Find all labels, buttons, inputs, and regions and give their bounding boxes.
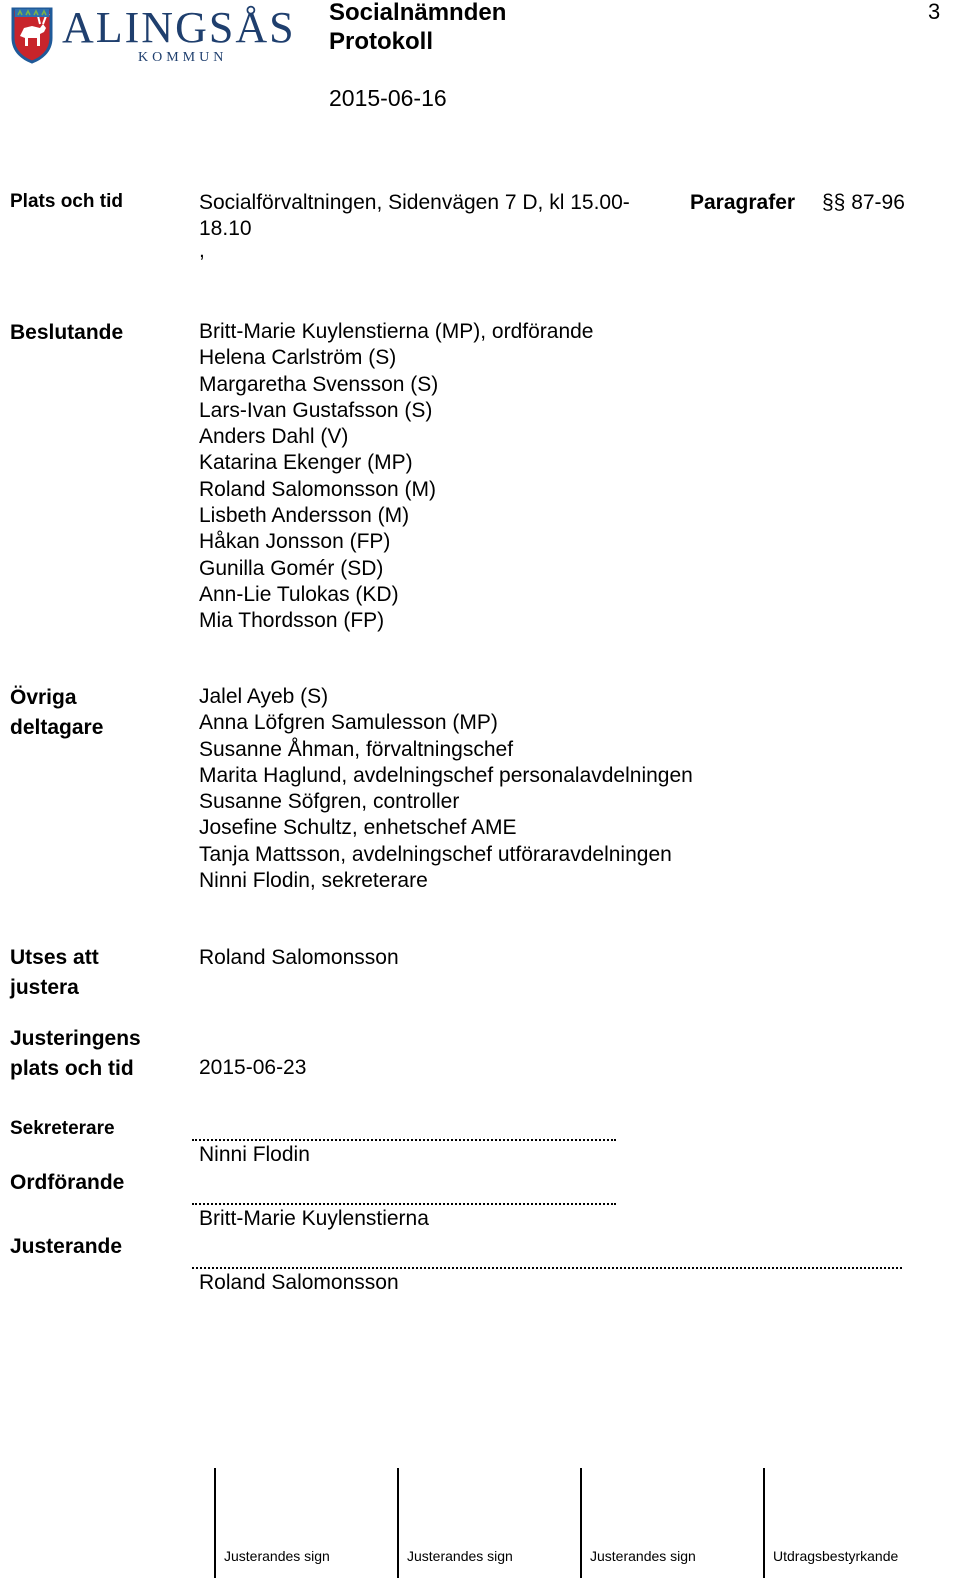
footer-divider-3 [580, 1468, 582, 1578]
list-item: Lisbeth Andersson (M) [199, 504, 410, 528]
footer-box-label: Justerandes sign [224, 1548, 330, 1564]
secretary-label: Sekreterare [10, 1118, 115, 1139]
footer-box-label: Justerandes sign [407, 1548, 513, 1564]
logo-subtitle: KOMMUN [138, 50, 228, 65]
adjustment-label: Justeringens plats och tid [10, 1027, 141, 1080]
adjuster-label: Utses att justera [10, 946, 99, 999]
chair-name: Britt-Marie Kuylenstierna [199, 1207, 429, 1230]
list-item: Anna Löfgren Samulesson (MP) [199, 711, 498, 735]
org-name: Socialnämnden [329, 0, 507, 26]
list-item: Ann-Lie Tulokas (KD) [199, 582, 399, 606]
chair-label: Ordförande [10, 1171, 125, 1194]
list-item: Helena Carlström (S) [199, 346, 397, 370]
list-item: Margaretha Svensson (S) [199, 372, 439, 396]
list-item: Susanne Söfgren, controller [199, 790, 460, 814]
place-value-line1: Socialförvaltningen, Sidenvägen 7 D, kl 15.00- [199, 191, 630, 214]
footer-divider-1 [214, 1468, 216, 1578]
place-label: Plats och tid [10, 191, 123, 212]
place-value-line2: 18.10 [199, 217, 252, 240]
decision-makers-label: Beslutande [10, 321, 124, 344]
municipality-logo [10, 3, 296, 66]
list-item: Josefine Schultz, enhetschef AME [199, 816, 517, 840]
coat-of-arms-icon [10, 6, 54, 64]
footer-box-label: Utdragsbestyrkande [773, 1548, 899, 1564]
other-participants-list [199, 684, 693, 894]
document-type: Protokoll [329, 28, 434, 55]
footer-box-label: Justerandes sign [590, 1548, 696, 1564]
list-item: Roland Salomonsson (M) [199, 477, 436, 501]
adjustment-value: 2015-06-23 [199, 1056, 307, 1079]
list-item: Mia Thordsson (FP) [199, 609, 385, 633]
adjuster-signature-label: Justerande [10, 1235, 123, 1258]
secretary-name: Ninni Flodin [199, 1143, 310, 1166]
place-value-line3: , [199, 239, 205, 262]
list-item: Katarina Ekenger (MP) [199, 451, 413, 475]
list-item: Ninni Flodin, sekreterare [199, 869, 428, 893]
list-item: Jalel Ayeb (S) [199, 685, 329, 708]
chair-signature-line [192, 1203, 616, 1205]
list-item: Susanne Åhman, förvaltningschef [199, 737, 514, 761]
paragraphs-value: §§ 87-96 [822, 191, 905, 214]
meeting-date: 2015-06-16 [329, 85, 447, 111]
logo-title: ALINGSÅS [62, 3, 296, 52]
page-number: 3 [928, 0, 941, 24]
list-item: Gunilla Gomér (SD) [199, 556, 384, 580]
secretary-signature-line [192, 1139, 616, 1141]
other-participants-label: Övriga deltagare [10, 686, 104, 739]
list-item: Lars-Ivan Gustafsson (S) [199, 398, 433, 422]
adjuster-name: Roland Salomonsson [199, 1271, 399, 1294]
adjuster-value: Roland Salomonsson [199, 946, 399, 969]
list-item: Britt-Marie Kuylenstierna (MP), ordförande [199, 320, 594, 343]
adjuster-signature-line [192, 1267, 902, 1269]
paragraphs-label: Paragrafer [690, 191, 796, 214]
list-item: Marita Haglund, avdelningschef personalavdelningen [199, 763, 693, 787]
list-item: Tanja Mattsson, avdelningschef utföraravdelningen [199, 842, 672, 866]
list-item: Anders Dahl (V) [199, 425, 349, 449]
footer-divider-4 [763, 1468, 765, 1578]
list-item: Håkan Jonsson (FP) [199, 530, 391, 554]
footer-divider-2 [397, 1468, 399, 1578]
decision-makers-list [199, 319, 593, 635]
